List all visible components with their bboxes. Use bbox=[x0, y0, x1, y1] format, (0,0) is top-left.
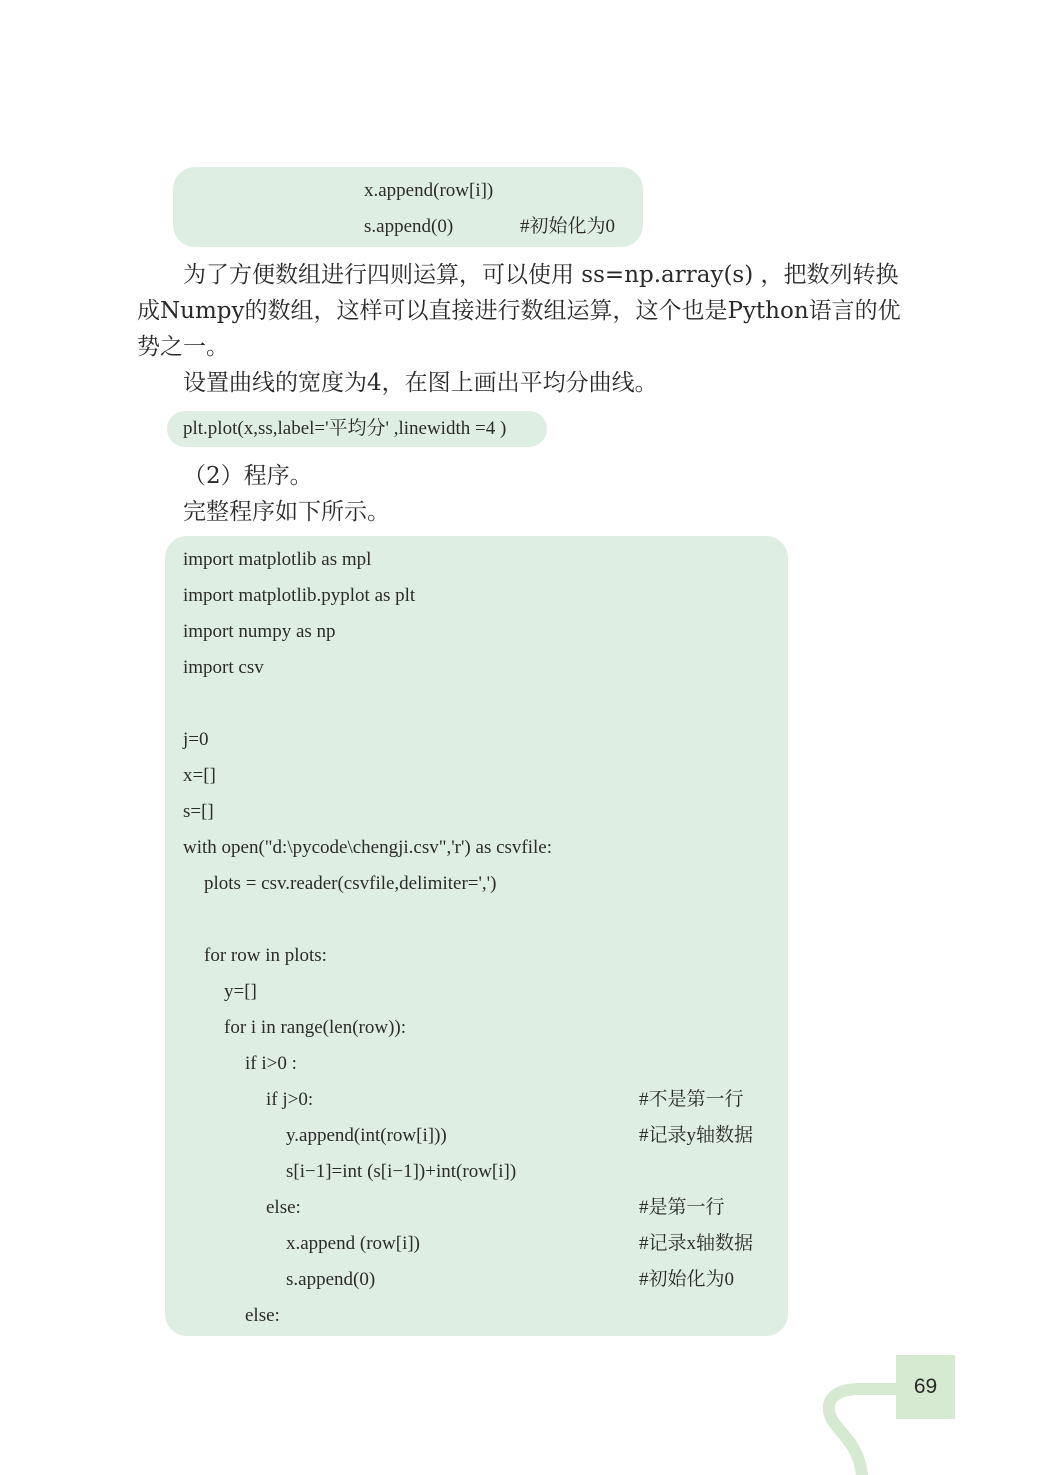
code-line: for row in plots: bbox=[204, 945, 327, 966]
code-line: for i in range(len(row)): bbox=[224, 1017, 407, 1038]
code-line: if i>0 : bbox=[245, 1053, 297, 1074]
page-number: 69 bbox=[913, 1375, 938, 1398]
code-comment: #不是第一行 bbox=[639, 1089, 744, 1110]
code-line: import numpy as np bbox=[183, 621, 336, 642]
code-comment: #初始化为0 bbox=[639, 1269, 735, 1290]
code-line: import matplotlib as mpl bbox=[183, 549, 372, 570]
code-line: x.append (row[i]) bbox=[286, 1233, 421, 1254]
code-line: s.append(0) bbox=[286, 1269, 376, 1290]
code-line: plt.plot(x,ss,label='平均分' ,linewidth =4 ) bbox=[183, 418, 507, 439]
code-line: plots = csv.reader(csvfile,delimiter=',') bbox=[204, 873, 497, 894]
code-line: x=[] bbox=[183, 765, 216, 786]
code-comment: #初始化为0 bbox=[520, 216, 616, 237]
section-description: 完整程序如下所示。 bbox=[183, 499, 390, 525]
code-comment: #记录x轴数据 bbox=[639, 1233, 754, 1254]
code-comment: #是第一行 bbox=[639, 1197, 725, 1218]
code-line: s=[] bbox=[183, 801, 214, 822]
section-label: （2）程序。 bbox=[183, 463, 313, 489]
code-line: with open("d:\pycode\chengji.csv",'r') as csvfile: bbox=[183, 837, 553, 858]
code-line: else: bbox=[245, 1305, 280, 1326]
code-line: s[i−1]=int (s[i−1])+int(row[i]) bbox=[286, 1161, 517, 1182]
code-line: x.append(row[i]) bbox=[364, 180, 494, 201]
code-line: import csv bbox=[183, 657, 264, 678]
code-line: j=0 bbox=[183, 729, 209, 750]
code-comment: #记录y轴数据 bbox=[639, 1125, 754, 1146]
paragraph-text: 为了方便数组进行四则运算，可以使用 ss=np.array(s) ，把数列转换成Numpy的数组，这样可以直接进行数组运算，这个也是Python语言的优势之一。 bbox=[137, 262, 901, 360]
page-number-tab bbox=[896, 1355, 955, 1419]
code-line: y.append(int(row[i])) bbox=[286, 1125, 447, 1146]
code-line: else: bbox=[266, 1197, 301, 1218]
code-line: s.append(0) bbox=[364, 216, 454, 237]
code-line: if j>0: bbox=[266, 1089, 314, 1110]
paragraph-text: 设置曲线的宽度为4，在图上画出平均分曲线。 bbox=[183, 370, 658, 396]
code-line: import matplotlib.pyplot as plt bbox=[183, 585, 416, 606]
code-line: y=[] bbox=[224, 981, 257, 1002]
